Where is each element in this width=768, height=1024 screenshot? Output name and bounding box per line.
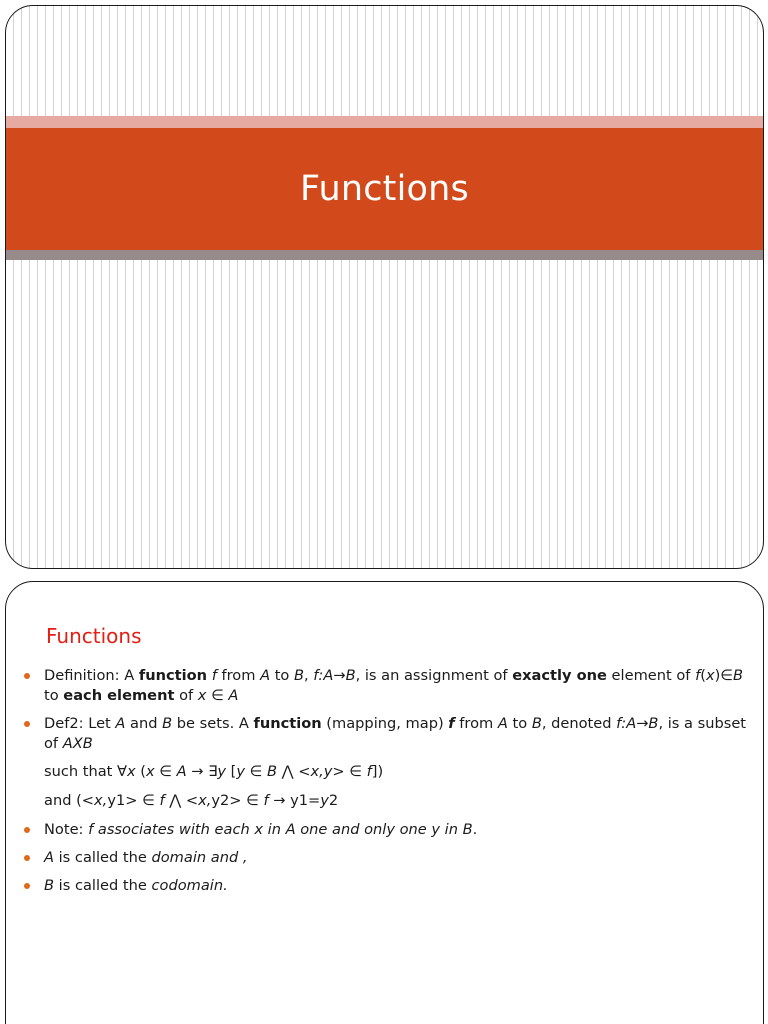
text-italic: f — [263, 792, 269, 809]
text: , denoted — [541, 715, 617, 732]
text-italic: A — [44, 849, 54, 866]
text: and — [125, 715, 163, 732]
text: from — [454, 715, 498, 732]
text: )∈ — [714, 667, 733, 684]
text-italic: B — [44, 877, 55, 894]
text-italic: x — [705, 667, 715, 684]
title-slide — [5, 5, 764, 569]
text-italic: A — [115, 715, 126, 732]
text-italic: f ⋀ <x, — [159, 792, 212, 809]
text: be sets. A — [172, 715, 254, 732]
text-italic: codomain. — [151, 877, 228, 894]
text: Definition: A — [44, 667, 139, 684]
text-italic: B — [732, 667, 743, 684]
text-italic: B — [531, 715, 542, 732]
text: [ — [226, 763, 237, 780]
text: . — [472, 821, 478, 838]
bullet-def2 — [22, 714, 747, 754]
text-italic: f — [695, 667, 701, 684]
bullet-domain — [22, 848, 747, 868]
bullet-codomain — [22, 876, 747, 896]
text: of — [174, 687, 198, 704]
text: from — [216, 667, 261, 684]
bullet-definition — [22, 666, 747, 706]
text-italic: domain and , — [151, 849, 248, 866]
text-italic: B — [294, 667, 305, 684]
text-italic: B — [162, 715, 173, 732]
text-bold: each element — [63, 687, 175, 704]
bullet-dot-icon — [24, 673, 30, 679]
text: is called the — [53, 849, 152, 866]
text-italic: x, — [94, 792, 108, 809]
text: and (< — [44, 792, 95, 809]
text: ( — [700, 667, 706, 684]
text-italic: f — [211, 667, 217, 684]
text-italic: f:A→B — [313, 667, 356, 684]
text-italic: y — [320, 792, 329, 809]
pink-accent-band — [6, 116, 763, 128]
bullet-dot-icon — [24, 883, 30, 889]
text-italic: A — [260, 667, 271, 684]
text: element of — [606, 667, 696, 684]
text-italic: f associates with each x in A one and only one y in B — [88, 821, 473, 838]
text-bold-italic: f — [448, 715, 455, 732]
slide-heading: Functions — [46, 624, 142, 648]
text-bold: exactly one — [512, 667, 607, 684]
bullet-note — [22, 820, 747, 840]
title-band — [6, 128, 763, 250]
text-italic: x — [127, 763, 136, 780]
text: → ∃ — [186, 763, 218, 780]
text: y2> ∈ — [211, 792, 264, 809]
text-bold: function — [138, 667, 208, 684]
text-italic: AXB — [62, 735, 93, 752]
bullet-dot-icon — [24, 721, 30, 727]
text: 2 — [328, 792, 339, 809]
text: , — [304, 667, 314, 684]
formula-line-2 — [22, 791, 747, 811]
text-italic: y ∈ B ⋀ <x,y> ∈ f — [236, 763, 372, 780]
gray-accent-band — [6, 250, 763, 260]
text: Def2: Let — [44, 715, 116, 732]
text-italic: A — [497, 715, 508, 732]
text: , is a subset of — [44, 715, 747, 752]
content-slide — [5, 581, 764, 1024]
text: → y1= — [268, 792, 321, 809]
text: ( — [135, 763, 147, 780]
text: y1> ∈ — [107, 792, 160, 809]
text: Note: — [44, 821, 89, 838]
text-bold: function — [253, 715, 322, 732]
slide-title: Functions — [300, 169, 469, 209]
text: , is an assignment of — [355, 667, 513, 684]
bullet-dot-icon — [24, 855, 30, 861]
text-italic: y — [217, 763, 227, 780]
text: to — [44, 687, 64, 704]
bullet-list — [22, 666, 747, 904]
text: is called the — [54, 877, 152, 894]
bullet-dot-icon — [24, 827, 30, 833]
text-italic: x ∈ A — [146, 763, 187, 780]
text: to — [507, 715, 532, 732]
text-italic: f:A→B — [616, 715, 659, 732]
formula-line-1 — [22, 762, 747, 782]
text: ]) — [371, 763, 384, 780]
text: to — [270, 667, 294, 684]
text-italic: x ∈ A — [197, 687, 239, 704]
text: such that ∀ — [44, 763, 128, 780]
text: (mapping, map) — [321, 715, 449, 732]
